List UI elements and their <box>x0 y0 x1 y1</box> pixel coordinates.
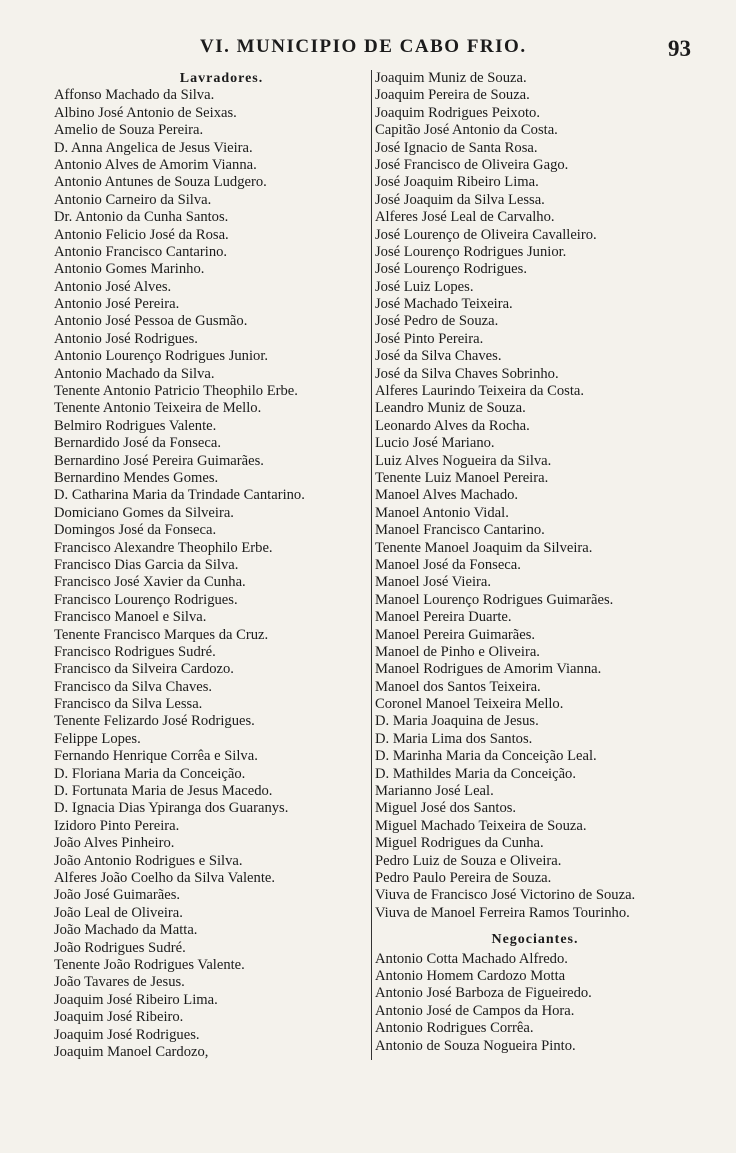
negociante-entry: Antonio Cotta Machado Alfredo. <box>375 950 568 967</box>
lavrador-entry: Dr. Antonio da Cunha Santos. <box>54 209 229 226</box>
lavrador-entry: Manoel de Pinho e Oliveira. <box>375 643 540 660</box>
lavrador-entry: Manoel Pereira Duarte. <box>375 609 512 626</box>
lavrador-entry: Francisco Manoel e Silva. <box>54 609 207 626</box>
lavrador-entry: Antonio Carneiro da Silva. <box>54 191 212 208</box>
lavrador-entry: José Ignacio de Santa Rosa. <box>375 139 538 156</box>
lavradores-list-left <box>54 87 369 1061</box>
lavrador-entry: Francisco José Xavier da Cunha. <box>54 574 246 591</box>
lavrador-entry: Lucio José Mariano. <box>375 435 495 452</box>
negociante-entry: Antonio de Souza Nogueira Pinto. <box>375 1037 576 1054</box>
lavrador-entry: Tenente Antonio Patricio Theophilo Erbe. <box>54 383 298 400</box>
lavrador-entry: Manoel Pereira Guimarães. <box>375 626 536 643</box>
negociante-entry: Antonio José de Campos da Hora. <box>375 1002 575 1019</box>
lavrador-entry: Joaquim Rodrigues Peixoto. <box>375 104 540 121</box>
lavrador-entry: Amelio de Souza Pereira. <box>54 122 204 139</box>
lavrador-entry: João Machado da Matta. <box>54 922 198 939</box>
lavrador-entry: José Pinto Pereira. <box>375 330 484 347</box>
lavrador-entry: Coronel Manoel Teixeira Mello. <box>375 696 564 713</box>
lavrador-entry: João José Guimarães. <box>54 887 181 904</box>
lavradores-list-right <box>375 70 695 922</box>
lavrador-entry: D. Maria Lima dos Santos. <box>375 730 533 747</box>
lavrador-entry: Antonio Gomes Marinho. <box>54 261 205 278</box>
lavrador-entry: D. Mathildes Maria da Conceição. <box>375 765 577 782</box>
lavrador-entry: Domiciano Gomes da Silveira. <box>54 504 234 521</box>
lavrador-entry: João Rodrigues Sudré. <box>54 939 186 956</box>
lavrador-entry: D. Maria Joaquina de Jesus. <box>375 713 539 730</box>
lavrador-entry: Fernando Henrique Corrêa e Silva. <box>54 748 258 765</box>
lavrador-entry: Alferes José Leal de Carvalho. <box>375 209 555 226</box>
lavradores-heading: Lavradores. <box>179 71 264 86</box>
lavrador-entry: Joaquim José Ribeiro Lima. <box>54 991 218 1008</box>
lavrador-entry: Manoel Alves Machado. <box>375 487 519 504</box>
lavrador-entry: Felippe Lopes. <box>54 730 141 747</box>
lavrador-entry: José Joaquim da Silva Lessa. <box>375 191 545 208</box>
lavrador-entry: Izidoro Pinto Pereira. <box>54 817 180 834</box>
lavrador-entry: Francisco Rodrigues Sudré. <box>54 643 216 660</box>
lavrador-entry: José da Silva Chaves. <box>375 348 502 365</box>
lavrador-entry: José Francisco de Oliveira Gago. <box>375 156 569 173</box>
lavrador-entry: Belmiro Rodrigues Valente. <box>54 417 217 434</box>
lavrador-entry: Antonio Machado da Silva. <box>54 365 215 382</box>
lavrador-entry: Miguel José dos Santos. <box>375 800 517 817</box>
lavrador-entry: Francisco Lourenço Rodrigues. <box>54 591 238 608</box>
lavrador-entry: Miguel Machado Teixeira de Souza. <box>375 817 587 834</box>
lavrador-entry: Tenente Felizardo José Rodrigues. <box>54 713 255 730</box>
lavrador-entry: Joaquim Muniz de Souza. <box>375 70 527 86</box>
lavrador-entry: Pedro Luiz de Souza e Oliveira. <box>375 852 562 869</box>
lavrador-entry: Joaquim Pereira de Souza. <box>375 87 530 104</box>
lavrador-entry: Viuva de Francisco José Victorino de Souza. <box>375 887 636 904</box>
lavrador-entry: Alferes João Coelho da Silva Valente. <box>54 869 276 886</box>
lavrador-entry: Antonio Alves de Amorim Vianna. <box>54 156 257 173</box>
lavrador-entry: Tenente Luiz Manoel Pereira. <box>375 469 549 486</box>
lavrador-entry: Francisco Alexandre Theophilo Erbe. <box>54 539 273 556</box>
lavrador-entry: José Luiz Lopes. <box>375 278 474 295</box>
lavrador-entry: Manoel José Vieira. <box>375 574 491 591</box>
lavrador-entry: Tenente Antonio Teixeira de Mello. <box>54 400 262 417</box>
negociantes-heading: Negociantes. <box>491 932 579 948</box>
lavrador-entry: Manoel Rodrigues de Amorim Vianna. <box>375 661 602 678</box>
lavrador-entry: Tenente João Rodrigues Valente. <box>54 956 245 973</box>
lavrador-entry: José Machado Teixeira. <box>375 296 513 313</box>
running-head <box>0 36 736 66</box>
lavrador-entry: Antonio José Pereira. <box>54 296 180 313</box>
lavrador-entry: Bernardido José da Fonseca. <box>54 435 221 452</box>
negociante-entry: Antonio Rodrigues Corrêa. <box>375 1020 534 1037</box>
lavrador-entry: Francisco da Silveira Cardozo. <box>54 661 234 678</box>
lavrador-entry: Pedro Paulo Pereira de Souza. <box>375 869 552 886</box>
lavrador-entry: Joaquim José Rodrigues. <box>54 1026 200 1043</box>
lavrador-entry: José Lourenço Rodrigues. <box>375 261 527 278</box>
lavrador-entry: D. Catharina Maria da Trindade Cantarino. <box>54 487 305 504</box>
negociante-entry: Antonio Homem Cardozo Motta <box>375 967 566 984</box>
lavrador-entry: José Lourenço de Oliveira Cavalleiro. <box>375 226 597 243</box>
lavrador-entry: João Tavares de Jesus. <box>54 974 185 991</box>
column-divider <box>371 70 372 1060</box>
lavrador-entry: Joaquim Manoel Cardozo, <box>54 1043 209 1060</box>
lavrador-entry: Manoel Antonio Vidal. <box>375 504 509 521</box>
lavrador-entry: Manoel Lourenço Rodrigues Guimarães. <box>375 591 614 608</box>
lavrador-entry: Miguel Rodrigues da Cunha. <box>375 835 544 852</box>
lavrador-entry: Antonio Felicio José da Rosa. <box>54 226 229 243</box>
lavrador-entry: Bernardino José Pereira Guimarães. <box>54 452 264 469</box>
lavrador-entry: Tenente Manoel Joaquim da Silveira. <box>375 539 593 556</box>
lavrador-entry: Antonio Antunes de Souza Ludgero. <box>54 174 267 191</box>
lavrador-entry: Francisco da Silva Lessa. <box>54 696 203 713</box>
lavrador-entry: D. Fortunata Maria de Jesus Macedo. <box>54 783 273 800</box>
lavrador-entry: D. Ignacia Dias Ypiranga dos Guaranys. <box>54 800 289 817</box>
lavrador-entry: Affonso Machado da Silva. <box>54 87 215 104</box>
lavrador-entry: Viuva de Manoel Ferreira Ramos Tourinho. <box>375 904 630 921</box>
negociante-entry: Antonio José Barboza de Figueiredo. <box>375 985 592 1002</box>
lavrador-entry: Antonio José Rodrigues. <box>54 330 198 347</box>
page-title: VI. MUNICIPIO DE CABO FRIO. <box>200 36 527 57</box>
lavrador-entry: Capitão José Antonio da Costa. <box>375 122 558 139</box>
lavrador-entry: José Pedro de Souza. <box>375 313 499 330</box>
lavrador-entry: João Leal de Oliveira. <box>54 904 183 921</box>
lavrador-entry: Antonio Francisco Cantarino. <box>54 243 228 260</box>
right-column <box>375 70 695 1055</box>
lavrador-entry: Marianno José Leal. <box>375 783 494 800</box>
left-column <box>54 70 369 1061</box>
lavrador-entry: Manoel dos Santos Teixeira. <box>375 678 541 695</box>
lavrador-entry: José Joaquim Ribeiro Lima. <box>375 174 539 191</box>
lavrador-entry: Albino José Antonio de Seixas. <box>54 104 237 121</box>
lavrador-entry: D. Floriana Maria da Conceição. <box>54 765 246 782</box>
lavrador-entry: Francisco Dias Garcia da Silva. <box>54 556 239 573</box>
lavrador-entry: Leandro Muniz de Souza. <box>375 400 526 417</box>
lavrador-entry: João Antonio Rodrigues e Silva. <box>54 852 243 869</box>
lavrador-entry: D. Anna Angelica de Jesus Vieira. <box>54 139 253 156</box>
lavrador-entry: José Lourenço Rodrigues Junior. <box>375 243 567 260</box>
lavrador-entry: Tenente Francisco Marques da Cruz. <box>54 626 269 643</box>
page-number: 93 <box>668 36 691 61</box>
lavrador-entry: Domingos José da Fonseca. <box>54 522 217 539</box>
lavrador-entry: Leonardo Alves da Rocha. <box>375 417 530 434</box>
lavrador-entry: Francisco da Silva Chaves. <box>54 678 213 695</box>
lavrador-entry: Bernardino Mendes Gomes. <box>54 470 219 486</box>
lavrador-entry: D. Marinha Maria da Conceição Leal. <box>375 748 597 765</box>
lavrador-entry: Joaquim José Ribeiro. <box>54 1009 184 1026</box>
lavrador-entry: José da Silva Chaves Sobrinho. <box>375 365 559 382</box>
lavrador-entry: Alferes Laurindo Teixeira da Costa. <box>375 383 585 400</box>
lavrador-entry: Antonio José Pessoa de Gusmão. <box>54 313 248 330</box>
lavrador-entry: Antonio José Alves. <box>54 278 172 295</box>
lavrador-entry: Manoel José da Fonseca. <box>375 556 521 573</box>
lavrador-entry: Luiz Alves Nogueira da Silva. <box>375 452 552 469</box>
lavrador-entry: Antonio Lourenço Rodrigues Junior. <box>54 348 269 365</box>
negociantes-list <box>375 951 695 1055</box>
lavrador-entry: Manoel Francisco Cantarino. <box>375 522 545 539</box>
lavrador-entry: João Alves Pinheiro. <box>54 835 175 852</box>
